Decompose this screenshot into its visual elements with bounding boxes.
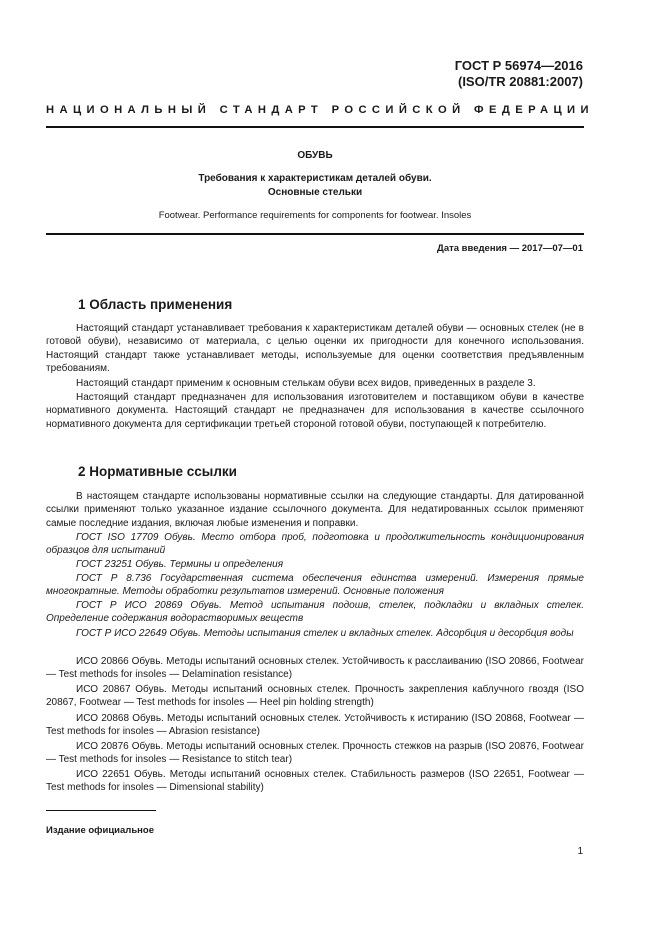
footer-rule [46, 810, 156, 811]
title-rule [46, 233, 584, 235]
section-1-paragraph: Настоящий стандарт устанавливает требования к характеристикам деталей обуви — основных стелек (не в готовой обуви), независимо от материала, с целью оценки их пригодности для конечного использования. Настоящий стандарт также устанавливает методы, используемые для оценки соответствия предъявленным требованиям. [46, 323, 584, 375]
standard-code [455, 58, 583, 90]
reference-item: ГОСТ 23251 Обувь. Термины и определения [76, 559, 284, 570]
document-title: ОБУВЬ [297, 150, 333, 161]
date-of-introduction: Дата введения — 2017—07—01 [437, 243, 583, 254]
reference-item: ГОСТ Р 8.736 Государственная система обеспечения единства измерений. Измерения прямые многократные. Методы обработки результатов измерений. Основные положения [46, 573, 584, 598]
section-2-intro: В настоящем стандарте использованы нормативные ссылки на следующие стандарты. Для датированной ссылки применяют только указанное издание ссылочного документа. Для недатированных ссылок применяют самые последние издания, включая любые изменения и поправки. [46, 491, 584, 529]
english-title: Footwear. Performance requirements for components for footwear. Insoles [158, 210, 472, 221]
reference-item: ИСО 22651 Обувь. Методы испытаний основных стелек. Стабильность размеров (ISO 22651, Footwear — Test methods for insoles — Dimensional stability) [46, 769, 584, 794]
reference-item: ГОСТ Р ИСО 20869 Обувь. Метод испытания подошв, стелек, подкладки и вкладных стелек. Определение содержания водорастворимых веществ [46, 600, 584, 625]
reference-item: ИСО 20876 Обувь. Методы испытаний основных стелек. Прочность стежков на разрыв (ISO 20876, Footwear — Test methods for insoles — Resistance to stitch tear) [46, 741, 584, 766]
section-1-paragraph: Настоящий стандарт применим к основным стелькам обуви всех видов, приведенных в разделе 3. [76, 378, 536, 389]
standard-code-iso: (ISO/TR 20881:2007) [457, 74, 583, 89]
header-rule [46, 126, 584, 128]
official-edition-label: Издание официальное [46, 825, 154, 836]
standard-code-line: ГОСТ Р 56974—2016 [454, 58, 583, 73]
section-2-heading: 2 Нормативные ссылки [78, 464, 237, 479]
national-standard-banner: НАЦИОНАЛЬНЫЙ СТАНДАРТ РОССИЙСКОЙ ФЕДЕРАЦИИ [46, 104, 594, 116]
subtitle-line-2: Основные стельки [267, 187, 363, 198]
subtitle-line-1: Требования к характеристикам деталей обуви. [198, 173, 432, 184]
reference-item: ИСО 20868 Обувь. Методы испытаний основных стелек. Устойчивость к истиранию (ISO 20868, Footwear — Test methods for insoles — Abrasion resistance) [46, 713, 584, 738]
reference-item: ГОСТ Р ИСО 22649 Обувь. Методы испытания стелек и вкладных стелек. Адсорбция и десорбция воды [76, 628, 574, 639]
reference-item: ИСО 20867 Обувь. Методы испытаний основных стелек. Прочность закрепления каблучного гвоздя (ISO 20867, Footwear — Test methods for insoles — Heel pin holding strength) [46, 684, 584, 709]
section-1-heading: 1 Область применения [78, 297, 233, 312]
reference-item: ИСО 20866 Обувь. Методы испытаний основных стелек. Устойчивость к расслаиванию (ISO 20866, Footwear — Test methods for insoles — Delamination resistance) [46, 656, 584, 681]
document-subtitle [46, 172, 584, 200]
reference-item: ГОСТ ISO 17709 Обувь. Место отбора проб, подготовка и продолжительность кондиционирования образцов для испытаний [46, 532, 584, 557]
page-number: 1 [577, 846, 583, 857]
section-1-paragraph: Настоящий стандарт предназначен для использования изготовителем и поставщиком обуви в качестве нормативного документа. Настоящий стандарт не предназначен для использования в качестве ссылочного нормативного документа для сертификации третьей стороной готовой обуви, поступающей к потребителю. [46, 392, 584, 430]
